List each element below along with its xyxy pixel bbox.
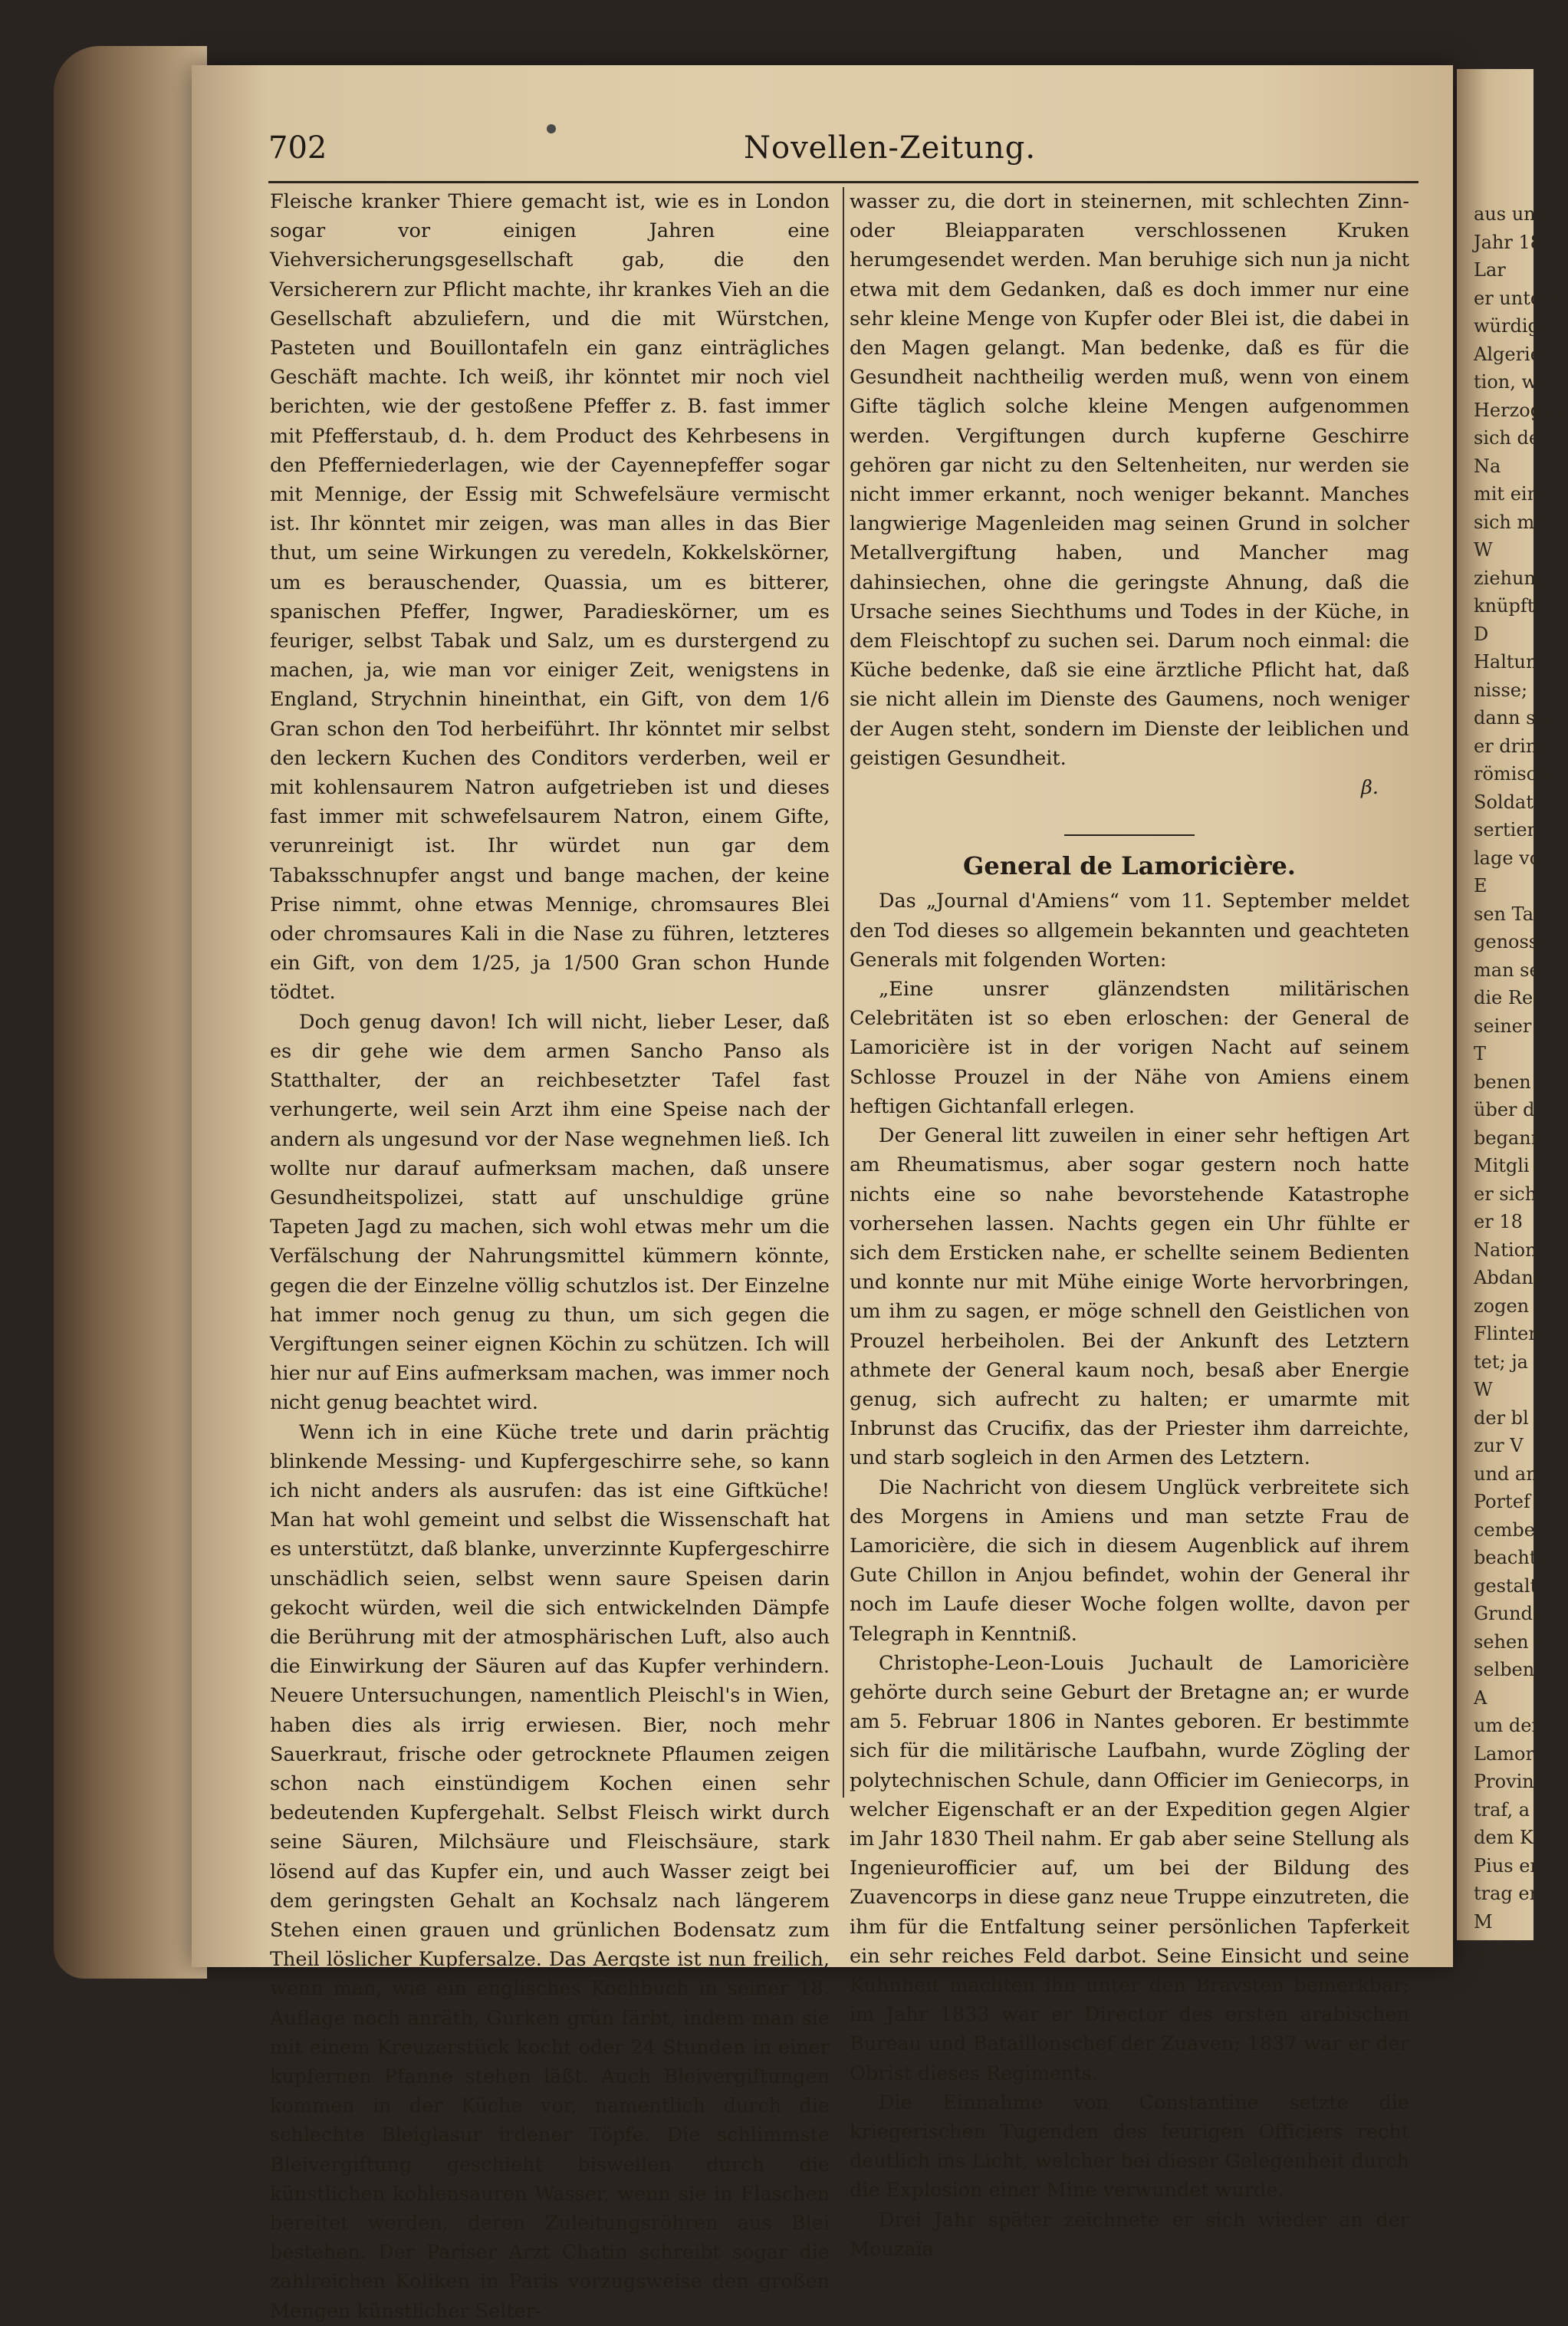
facing-page-fragment: T: [1474, 1043, 1487, 1064]
facing-page-fragment: Grundz: [1474, 1603, 1543, 1624]
facing-page-fragment: Lar: [1474, 259, 1506, 281]
facing-page-fragment: Algerien: [1474, 343, 1553, 365]
facing-page-fragment: er unters: [1474, 287, 1560, 309]
facing-page-fragment: zur V: [1474, 1435, 1524, 1456]
facing-page-fragment: unbermal: [1474, 1939, 1563, 1960]
running-title: Novellen-Zeitung.: [744, 130, 1037, 166]
facing-page-fragment: er 18: [1474, 1211, 1523, 1232]
facing-page-fragment: über d: [1474, 1099, 1535, 1120]
facing-page-fragment: die Re: [1474, 987, 1533, 1008]
facing-page-fragment: cember: [1474, 1518, 1544, 1541]
facing-page-fragment: traf, a: [1474, 1798, 1530, 1821]
facing-page-fragment: Na: [1474, 455, 1501, 477]
facing-page-fragment: der bl: [1474, 1406, 1529, 1429]
facing-page-fragment: W: [1474, 539, 1493, 561]
facing-page-fragment: Portef: [1474, 1491, 1530, 1512]
facing-page: [1457, 69, 1568, 1960]
section-heading: General de Lamoricière.: [963, 851, 1296, 881]
facing-page-fragment: er sich: [1474, 1183, 1537, 1205]
facing-page-fragment: mit eins: [1474, 483, 1549, 505]
facing-page-fragment: Herzogs v: [1474, 399, 1568, 421]
facing-page-fragment: gestaltu: [1474, 1574, 1550, 1597]
paragraph: Die Nachricht von diesem Unglück verbreitete sich des Morgens in Amiens und man setzte Frau de Lamoricière, die sich in diesem Augenblick auf ihrem Gute Chillon in Anjou befindet, wohin der General ihr noch im Laufe dieser Woche folgen wollte, davon per Telegraph in Kenntniß.: [850, 1476, 1409, 1646]
page-number: 702: [268, 130, 327, 166]
paragraph: Fleische kranker Thiere gemacht ist, wie es in London sogar vor einigen Jahren eine Viehversicherungsgesellschaft gab, die den Versicherern zur Pflicht machte, ihr krankes Vieh an die Gesellschaft abzuliefern, und die mit Würstchen, Pasteten und Bouillontafeln ein ganz einträgliches Geschäft machte. Ich weiß, ihr könntet mir noch viel berichten, wie der gestoßene Pfeffer z. B. fast immer mit Pfefferstaub, d. h. dem Product des Kehrbesens in den Pfefferniederlagen, wie der Cayennepfeffer sogar mit Mennige, der Essig mit Schwefelsäure vermischt ist. Ihr könntet mir zeigen, was man alles in das Bier thut, um seine Wirkungen zu veredeln, Kokkelskörner, um es berauschender, Quassia, um es bitterer, spanischen Pfeffer, Ingwer, Paradieskörner, um es feuriger, selbst Tabak und Salz, um es durstergend zu machen, ja, wie man vor einiger Zeit, wenigstens in England, Strychnin hineinthat, ein Gift, von dem 1/6 Gran schon den Tod herbeiführt. Ihr könntet mir selbst den leckern Kuchen des Conditors verderben, weil er mit kohlensaurem Natron aufgetrieben ist und dieses fast immer mit schwefelsaurem Natron, einem Gifte, verunreinigt ist. Ihr würdet nun gar dem Tabaksschnupfer angst und bange machen, der keine Prise nimmt, ohne etwas Mennige, chromsaures Blei oder chromsaures Kali in die Nase zu führen, letzteres ein Gift, von dem 1/25, ja 1/500 Gran schon Hunde tödtet.: [270, 190, 830, 1005]
page-header: [268, 130, 1495, 176]
facing-page-fragment: A: [1474, 1686, 1487, 1709]
facing-page-fragment: Nation: [1474, 1239, 1537, 1261]
facing-page-fragment: er dring: [1474, 735, 1550, 757]
facing-page-fragment: um der: [1474, 1715, 1540, 1736]
facing-page-fragment: selben: [1474, 1659, 1535, 1680]
paragraph: Doch genug davon! Ich will nicht, lieber Leser, daß es dir gehe wie dem armen Sancho Panso als Statthalter, der an reichbesetzter Tafel fast verhungerte, weil sein Arzt ihm eine Speise nach der andern als ungesund vor der Nase wegnehmen ließ. Ich wollte nur darauf aufmerksam machen, daß unsere Gesundheitspolizei, statt auf unschuldige grüne Tapeten Jagd zu machen, sich wohl etwas mehr um die Verfälschung der Nahrungsmittel kümmern könnte, gegen die der Einzelne völlig schutzlos ist. Der Einzelne hat immer noch genug zu thun, um sich gegen die Vergiftungen seiner eignen Köchin zu schützen. Ich will hier nur auf Eins aufmerksam machen, was immer noch nicht genug beachtet wird.: [270, 1010, 830, 1415]
facing-page-fragment: Jahr 18: [1474, 231, 1543, 253]
paragraph: Wenn ich in eine Küche trete und darin prächtig blinkende Messing- und Kupfergeschirre sehe, so kann ich nicht anders als ausrufen: das ist eine Giftküche! Man hat wohl gemeint und selbst die Wissenschaft hat es unterstützt, daß blanke, unverzinnte Kupfergeschirre unschädlich seien, selbst wenn saure Speisen darin gekocht würden, weil die sich entwickelnden Dämpfe die Berührung mit der atmosphärischen Luft, also auch die Einwirkung der Säuren auf das Kupfer verhindern. Neuere Untersuchungen, namentlich Pleischl's in Wien, haben dies als irrig erwiesen. Bier, noch mehr Sauerkraut, frische oder getrocknete Pflaumen zeigen schon nach einstündigem Kochen einen sehr bedeutenden Kupfergehalt. Selbst Fleisch wirkt durch seine Säuren, Milchsäure und Fleischsäure, stark lösend auf das Kupfer ein, und auch Wasser zeigt bei dem geringsten Gehalt an Kochsalz nach längerem Stehen einen grauen und grünlichen Bodensatz zum Theil löslicher Kupfersalze. Das Aergste ist nun freilich, wenn man, wie ein englisches Kochbuch in seiner 18. Auflage noch anräth, Gurken grün färbt, indem man sie mit einem Kreuzerstück kocht oder 24 Stunden in einer kupfernen Pfanne stehen läßt. Auch Bleivergiftungen kommen in der Küche vor, namentlich durch die schlechte Bleiglasur irdener Töpfe. Die schlimmste Bleivergiftung geschieht bisweilen durch die künstlichen kohlensauren Wasser, wenn sie in Flaschen bereitet werden, deren Zuleitungsröhren aus Blei bestehen. Der Pariser Arzt Chatin schreibt sogar die zahlreichen Koliken in Paris vorzugsweise den großen Mengen künstlicher Selter-: [270, 1420, 830, 2323]
facing-page-fragment: nisse;: [1474, 679, 1528, 701]
paragraph: Der General litt zuweilen in einer sehr heftigen Art am Rheumatismus, aber sogar gestern noch hatte nichts eine so nahe bevorstehende Katastrophe vorhersehen lassen. Nachts gegen ein Uhr fühlte er sich dem Ersticken nahe, er schellte seinem Bedienten und konnte nur mit Mühe einige Worte hervorbringen, um ihm zu sagen, er möge schnell den Geistlichen von Prouzel herbeiholen. Bei der Ankunft des Letztern athmete der General kaum noch, besaß aber Energie genug, sich aufrecht zu halten; er umarmte mit Inbrunst das Crucifix, das der Priester ihm darreichte, und starb sogleich in den Armen des Letztern.: [850, 1124, 1409, 1470]
facing-page-fragment: ziehung: [1474, 567, 1548, 589]
facing-page-fragment: knüpft: [1474, 595, 1535, 617]
facing-page-fragment: Mitgli: [1474, 1155, 1530, 1176]
facing-page-fragment: lage vo: [1474, 847, 1541, 869]
facing-page-fragment: benen: [1474, 1071, 1531, 1093]
facing-page-fragment: Lamori: [1474, 1742, 1540, 1765]
author-signature: β.: [1361, 776, 1379, 800]
facing-page-fragment: Flinten: [1474, 1323, 1540, 1344]
facing-page-fragment: sich mit: [1474, 511, 1548, 533]
facing-page-fragment: Provinz: [1474, 1771, 1544, 1792]
facing-page-fragment: Abdank: [1474, 1267, 1545, 1288]
paragraph: Christophe-Leon-Louis Juchault de Lamoricière gehörte durch seine Geburt der Bretagne an; er wurde am 5. Februar 1806 in Nantes geboren. Er bestimmte sich für die militärische Laufbahn, wurde Zögling der polytechnischen Schule, dann Officier im Geniecorps, in welcher Eigenschaft er an der Expedition gegen Algier im Jahr 1830 Theil nahm. Er gab aber seine Stellung als Ingenieurofficier auf, um bei der Bildung des Zuavencorps in diese ganz neue Truppe einzutreten, die ihm für die Entfaltung seiner persönlichen Tapferkeit ein sehr reiches Feld darbot. Seine Einsicht und seine Kühnheit machten ihn unter den Bravsten bemerkbar; im Jahr 1833 war er Director des ersten arabischen Bureau und Bataillonschef der Zuaven; 1837 war er der Obrist dieses Regiments.: [850, 1651, 1409, 2085]
facing-page-fragment: M: [1474, 1910, 1493, 1933]
facing-page-fragment: Soldat: [1474, 791, 1533, 813]
paragraph: Drei Jahr später zeichnete er sich wieder an der Mouzaïa: [850, 2208, 1409, 2261]
left-column: [270, 187, 830, 2326]
paragraph: wasser zu, die dort in steinernen, mit schlechten Zinn- oder Bleiapparaten verschlossenen Kruken herumgesendet werden. Man beruhige sich nun ja nicht etwa mit dem Gedanken, daß es doch immer nur eine sehr kleine Menge von Kupfer oder Blei ist, die dabei in den Magen gelangt. Man bedenke, daß es für die Gesundheit nachtheilig werden muß, wenn von einem Gifte täglich solche kleine Mengen aufgenommen werden. Vergiftungen durch kupferne Geschirre gehören gar nicht zu den Seltenheiten, nur werden sie nicht immer erkannt, noch weniger bekannt. Manches langwierige Magenleiden mag seinen Grund in solcher Metallvergiftung haben, und Mancher mag dahinsiechen, ohne die geringste Ahnung, daß die Ursache seines Siechthums und Todes in der Küche, in dem Fleischtopf zu suchen sei. Darum noch einmal: die Küche bedenke, daß sie eine ärztliche Pflicht hat, daß sie nicht allein im Dienste des Gaumens, noch weniger der Augen steht, sondern im Dienste der leiblichen und geistigen Gesundheit.: [850, 190, 1409, 770]
facing-page-fragment: sen Ta: [1474, 903, 1534, 925]
paragraph: Die Einnahme von Constantine setzte die kriegerischen Tugenden des feurigen Officiers recht deutlich ins Licht, welcher bei dieser Gelegenheit durch die Explosion einer Mine verwundet wurde.: [850, 2091, 1409, 2203]
facing-page-fragment: sertien: [1474, 819, 1539, 841]
paragraph: Das „Journal d'Amiens“ vom 11. September meldet den Tod dieses so allgemein bekannten und geachteten Generals mit folgenden Worten:: [850, 890, 1409, 972]
facing-page-fragment: seiner: [1474, 1015, 1532, 1037]
facing-page-fragment: genosse: [1474, 931, 1550, 952]
facing-page-fragment: man se: [1474, 959, 1540, 981]
facing-page-fragment: begann: [1474, 1127, 1543, 1149]
column-divider: [843, 187, 844, 1798]
facing-page-fragment: würdigen: [1474, 315, 1563, 337]
facing-page-fragment: sich dem: [1474, 427, 1557, 449]
facing-page-fragment: tion, we: [1474, 371, 1549, 393]
facing-page-fragment: dem K: [1474, 1827, 1533, 1848]
facing-page-fragment: dann sei: [1474, 707, 1553, 729]
facing-page-fragment: E: [1474, 875, 1487, 897]
facing-page-fragment: Pius er: [1474, 1854, 1539, 1877]
section-rule: [1064, 834, 1195, 836]
facing-page-fragment: tet; ja: [1474, 1351, 1528, 1373]
facing-page-fragment: trag er: [1474, 1883, 1539, 1904]
right-column: [850, 187, 1409, 2264]
facing-page-fragment: und an: [1474, 1462, 1538, 1485]
facing-page-fragment: W: [1474, 1379, 1493, 1400]
facing-page-fragment: beachte: [1474, 1547, 1548, 1568]
facing-page-fragment: D: [1474, 623, 1489, 645]
facing-page-fragment: aus und: [1474, 203, 1547, 225]
paragraph: „Eine unsrer glänzendsten militärischen Celebritäten ist so eben erloschen: der General de Lamoricière ist in der vorigen Nacht auf seinem Schlosse Prouzel in der Nähe von Amiens einem heftigen Gichtanfall erlegen.: [850, 978, 1409, 1118]
facing-page-fragment: zogen v: [1474, 1295, 1546, 1317]
facing-page-fragment: Haltun: [1474, 651, 1538, 673]
header-rule: [268, 181, 1418, 183]
book-page-edges: [54, 46, 207, 1979]
facing-page-fragment: sehen w: [1474, 1630, 1550, 1653]
facing-page-fragment: römische: [1474, 763, 1560, 785]
